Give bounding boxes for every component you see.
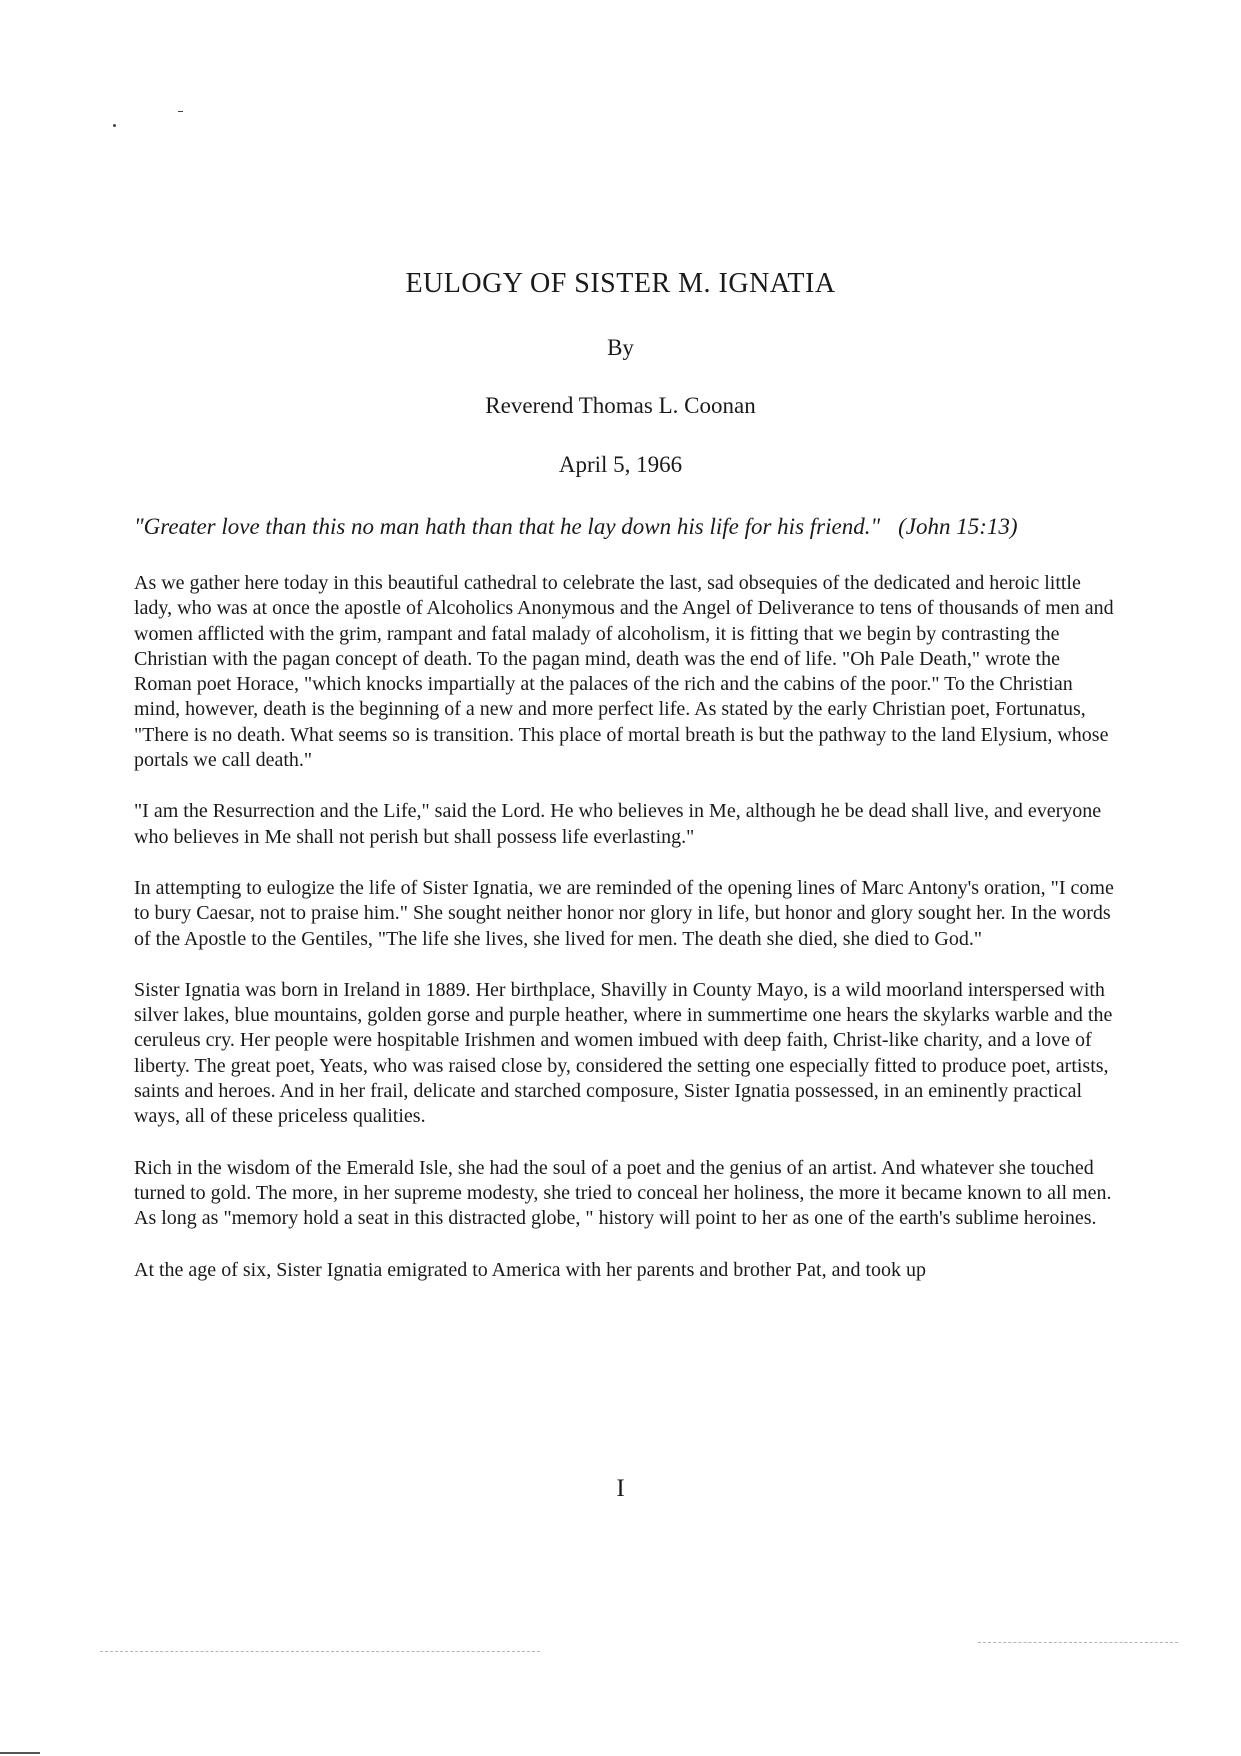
epigraph [134, 514, 1134, 540]
scan-edge-bar [0, 1752, 40, 1754]
scan-speck [113, 124, 116, 127]
scan-artifact-line [100, 1651, 540, 1653]
byline-by: By [607, 335, 634, 360]
page-number: I [616, 1475, 625, 1502]
paragraph-5: Rich in the wisdom of the Emerald Isle, she had the soul of a poet and the genius of an artist. And whatever she touched turned to gold. The more, in her supreme modesty, she tried to conceal her holiness, the more it became known to all men. As long as "memory hold a seat in this distracted globe, " history will point to her as one of the earth's sublime heroines. [134, 1156, 1112, 1230]
paragraph-3: In attempting to eulogize the life of Sister Ignatia, we are reminded of the opening lines of Marc Antony's oration, "I come to bury Caesar, not to praise him." She sought neither honor nor glory in life, but honor and glory sought her. In the words of the Apostle to the Gentiles, "The life she lives, she lived for men. The death she died, she died to God." [134, 876, 1114, 950]
paragraph-1: As we gather here today in this beautiful cathedral to celebrate the last, sad obsequies of the dedicated and heroic little lady, who was at once the apostle of Alcoholics Anonymous and the Angel of Deliverance to tens of thousands of men and women afflicted with the grim, rampant and fatal malady of alcoholism, it is fitting that we begin by contrasting the Christian with the pagan concept of death. To the pagan mind, death was the end of life. "Oh Pale Death," wrote the Roman poet Horace, "which knocks impartially at the palaces of the rich and the cabins of the poor." To the Christian mind, however, death is the beginning of a new and more perfect life. As stated by the early Christian poet, Fortunatus, "There is no death. What seems so is transition. This place of mortal breath is but the pathway to the land Elysium, whose portals we call death." [134, 572, 1114, 772]
body-text [134, 571, 1119, 1309]
scan-speck [178, 111, 183, 112]
epigraph-quote: "Greater love than this no man hath than that he lay down his life for his friend." [134, 514, 881, 539]
document-date: April 5, 1966 [558, 452, 683, 477]
author-name: Reverend Thomas L. Coonan [485, 393, 756, 418]
scan-artifact-line [978, 1642, 1178, 1644]
paragraph-2: "I am the Resurrection and the Life," said the Lord. He who believes in Me, although he be dead shall live, and everyone who believes in Me shall not perish but shall possess life everlasting." [134, 800, 1102, 848]
paragraph-6: At the age of six, Sister Ignatia emigrated to America with her parents and brother Pat, and took up [134, 1258, 927, 1281]
epigraph-reference: (John 15:13) [898, 514, 1018, 539]
document-title: EULOGY OF SISTER M. IGNATIA [405, 268, 836, 299]
paragraph-4: Sister Ignatia was born in Ireland in 1889. Her birthplace, Shavilly in County Mayo, is a wild moorland interspersed with silver lakes, blue mountains, golden gorse and purple heather, where in summertime one hears the skylarks warble and the ceruleus cry. Her people were hospitable Irishmen and women imbued with deep faith, Christ-like charity, and a love of liberty. The great poet, Yeats, who was raised close by, considered the setting one especially fitted to produce poet, artists, saints and heroes. And in her frail, delicate and starched composure, Sister Ignatia possessed, in an eminently practical ways, all of these priceless qualities. [134, 978, 1113, 1128]
